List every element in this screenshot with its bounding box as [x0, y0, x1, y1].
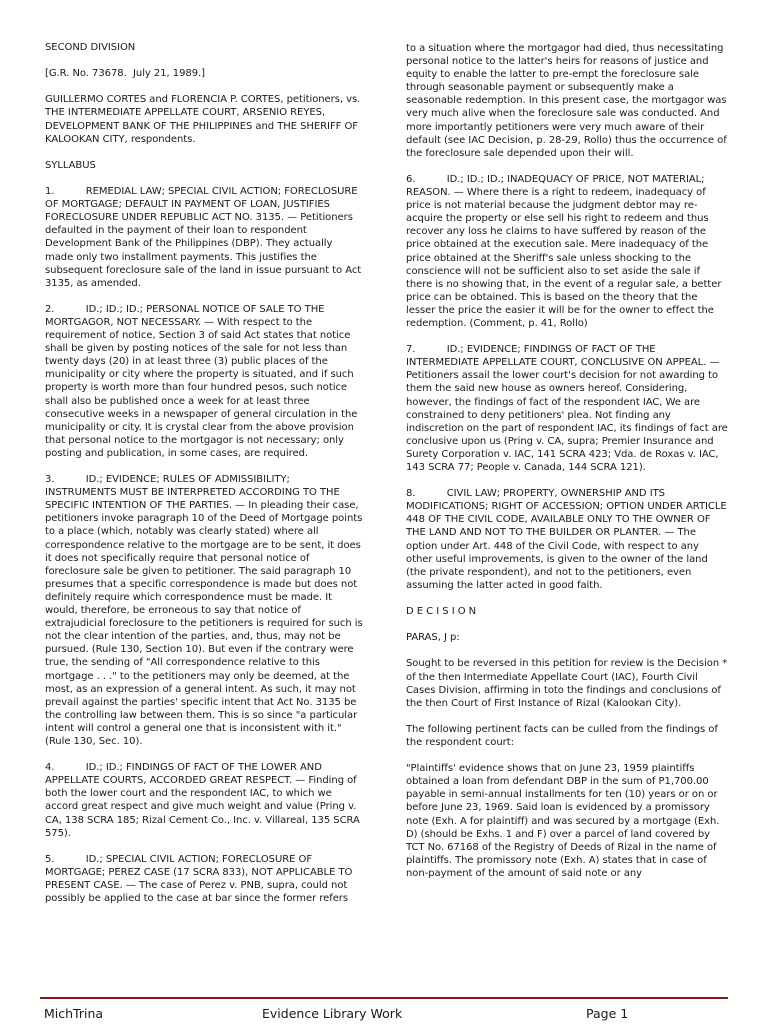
decision-paragraph-3: "Plaintiffs' evidence shows that on June 23, 1959 plaintiffs obtained a loan from defendant DBP in the sum of P1,700.00 payable in semi-annual installments for ten (10) years or on or before June 23, 1969. Said loan is evidenced by a promissory note (Exh. A for plaintiff) and was secured by a mortgage (Exh. D) (should be Exhs. 1 and F) over a parcel of land covered by TCT No. 67168 of the Registry of Deeds of Rizal in the name of plaintiffs. The promissory note (Exh. A) states that in case of non-payment of the amount of said note or any: [406, 763, 723, 879]
syllabus-item-5: 5. ID.; SPECIAL CIVIL ACTION; FORECLOSURE OF MORTGAGE; PEREZ CASE (17 SCRA 833), NOT APPLICABLE TO PRESENT CASE. — The case of Perez v. PNB, supra, could not possibly be applied to the case at bar since the former refers: [45, 853, 356, 905]
syllabus-item-8: 8. CIVIL LAW; PROPERTY, OWNERSHIP AND ITS MODIFICATIONS; RIGHT OF ACCESSION; OPTION UNDER ARTICLE 448 OF THE CIVIL CODE, AVAILABLE ONLY TO THE OWNER OF THE LAND AND NOT TO THE BUILDER OR PLANTER. — The option under Art. 448 of the Civil Code, with respect to any other useful improvements, is given to the owner of the land (the private respondent), and not to the petitioners, even assuming the latter acted in good faith.: [406, 488, 730, 591]
footer-rule: [40, 997, 728, 999]
decision-paragraph-2: The following pertinent facts can be culled from the findings of the respondent court:: [406, 723, 721, 748]
division-heading: SECOND DIVISION: [45, 42, 136, 53]
left-column: [45, 41, 366, 905]
syllabus-heading: SYLLABUS: [45, 159, 96, 171]
footer-author: MichTrina: [44, 1006, 104, 1021]
syllabus-item-2: 2. ID.; ID.; ID.; PERSONAL NOTICE OF SALE TO THE MORTGAGOR, NOT NECESSARY. — With respect to the requirement of notice, Section 3 of said Act states that notice shall be given by posting notices of the sale for not less than twenty days (20) in at least three (3) public places of the municipality or city where the property is situated, and if such property is worth more than four hundred pesos, such notice shall also be published once a week for at least three consecutive weeks in a newspaper of general circulation in the municipality or city. It is crystal clear from the above provision that personal notice to the mortgagor is not necessary; only posting and publication, in some cases, are required.: [45, 303, 361, 459]
syllabus-item-7: 7. ID.; EVIDENCE; FINDINGS OF FACT OF THE INTERMEDIATE APPELLATE COURT, CONCLUSIVE ON APPEAL. — Petitioners assail the lower court's decision for not awarding to them the said new house as owners hereof. Considering, however, the findings of fact of the respondent IAC, We are constrained to deny petitioners' plea. Not finding any indiscretion on the part of respondent IAC, its findings of fact are conclusive upon us (Pring v. CA, supra; Premier Insurance and Surety Corporation v. IAC, 141 SCRA 423; Vda. de Roxas v. IAC, 143 SCRA 77; People v. Canada, 144 SCRA 121).: [406, 344, 731, 473]
footer-title: Evidence Library Work: [262, 1006, 403, 1021]
page-number: Page 1: [586, 1006, 629, 1021]
syllabus-item-6: 6. ID.; ID.; ID.; INADEQUACY OF PRICE, NOT MATERIAL; REASON. — Where there is a right to redeem, inadequacy of price is not material because the judgment debtor may re-acquire the property or else sell his right to redeem and thus recover any loss he claims to have suffered by reason of the price obtained at the execution sale. Mere inadequacy of the price obtained at the Sheriff's sale unless shocking to the conscience will not be sufficient also to set aside the sale if there is no showing that, in the event of a regular sale, a better price can be obtained. This is based on the theory that the lesser the price the easier it will be for the owner to effect the redemption. (Comment, p. 41, Rollo): [406, 173, 725, 329]
syllabus-item-3: 3. ID.; EVIDENCE; RULES OF ADMISSIBILITY; INSTRUMENTS MUST BE INTERPRETED ACCORDING TO THE SPECIFIC INTENTION OF THE PARTIES. — In pleading their case, petitioners invoke paragraph 10 of the Deed of Mortgage points to a place (which, notably was clearly stated) where all correspondence relative to the mortgage are to be sent, it does it does not specifically require that personal notice of foreclosure sale be given to petitioner. The said paragraph 10 presumes that a specific correspondence is made but does not definitely require which correspondence must be made. It would, therefore, be erroneous to say that notice of extrajudicial foreclosure to the petitioners is required for such is not the clear intention of the parties, and, thus, may not be pursued. (Rule 130, Section 10). But even if the contrary were true, the sending of "All correspondence relative to this mortgage . . ." to the petitioners may only be deemed, at the most, as an expression of a general intent. As such, it may not prevail against the parties' specific intent that Act No. 3135 be the controlling law between them. This is so since "a particular intent will control a general one that is inconsistent with it." (Rule 130, Sec. 10).: [45, 474, 366, 747]
syllabus-item-4: 4. ID.; ID.; FINDINGS OF FACT OF THE LOWER AND APPELLATE COURTS, ACCORDED GREAT RESPECT. — Finding of both the lower court and the respondent IAC, to which we accord great respect and give much weight and value (Pring v. CA, 138 SCRA 185; Rizal Cement Co., Inc. v. Villareal, 135 SCRA 575).: [45, 762, 363, 839]
ponente: PARAS, J p:: [406, 632, 460, 644]
case-parties: GUILLERMO CORTES and FLORENCIA P. CORTES, petitioners, vs. THE INTERMEDIATE APPELLATE COURT, ARSENIO REYES, DEVELOPMENT BANK OF THE PHILIPPINES and THE SHERIFF OF KALOOKAN CITY, respondents.: [45, 94, 364, 145]
syllabus-item-1: 1. REMEDIAL LAW; SPECIAL CIVIL ACTION; FORECLOSURE OF MORTGAGE; DEFAULT IN PAYMENT OF LOAN, JUSTIFIES FORECLOSURE UNDER REPUBLIC ACT NO. 3135. — Petitioners defaulted in the payment of their loan to respondent Development Bank of the Philippines (DBP). They actually made only two installment payments. This justifies the subsequent foreclosure sale of the land in issue pursuant to Act 3135, as amended.: [45, 186, 365, 289]
right-column: [406, 42, 731, 880]
decision-paragraph-1: Sought to be reversed in this petition for review is the Decision * of the then Intermediate Appellate Court (IAC), Fourth Civil Cases Division, affirming in toto the findings and conclusions of the then Court of First Instance of Rizal (Kalookan City).: [406, 658, 731, 709]
decision-heading: D E C I S I O N: [406, 606, 477, 618]
syllabus-item-5-continued: to a situation where the mortgagor had died, thus necessitating personal notice to the latter's heirs for reasons of justice and equity to enable the latter to pre-empt the foreclosure sale through seasonable payment or subsequently make a seasonable redemption. In this present case, the mortgagor was very much alive when the foreclosure sale was conducted. And more importantly petitioners were very much aware of their default (see IAC Decision, p. 28-29, Rollo) thus the occurrence of the foreclosure sale depended upon their will.: [406, 43, 730, 159]
case-number: [G.R. No. 73678. July 21, 1989.]: [45, 68, 206, 80]
